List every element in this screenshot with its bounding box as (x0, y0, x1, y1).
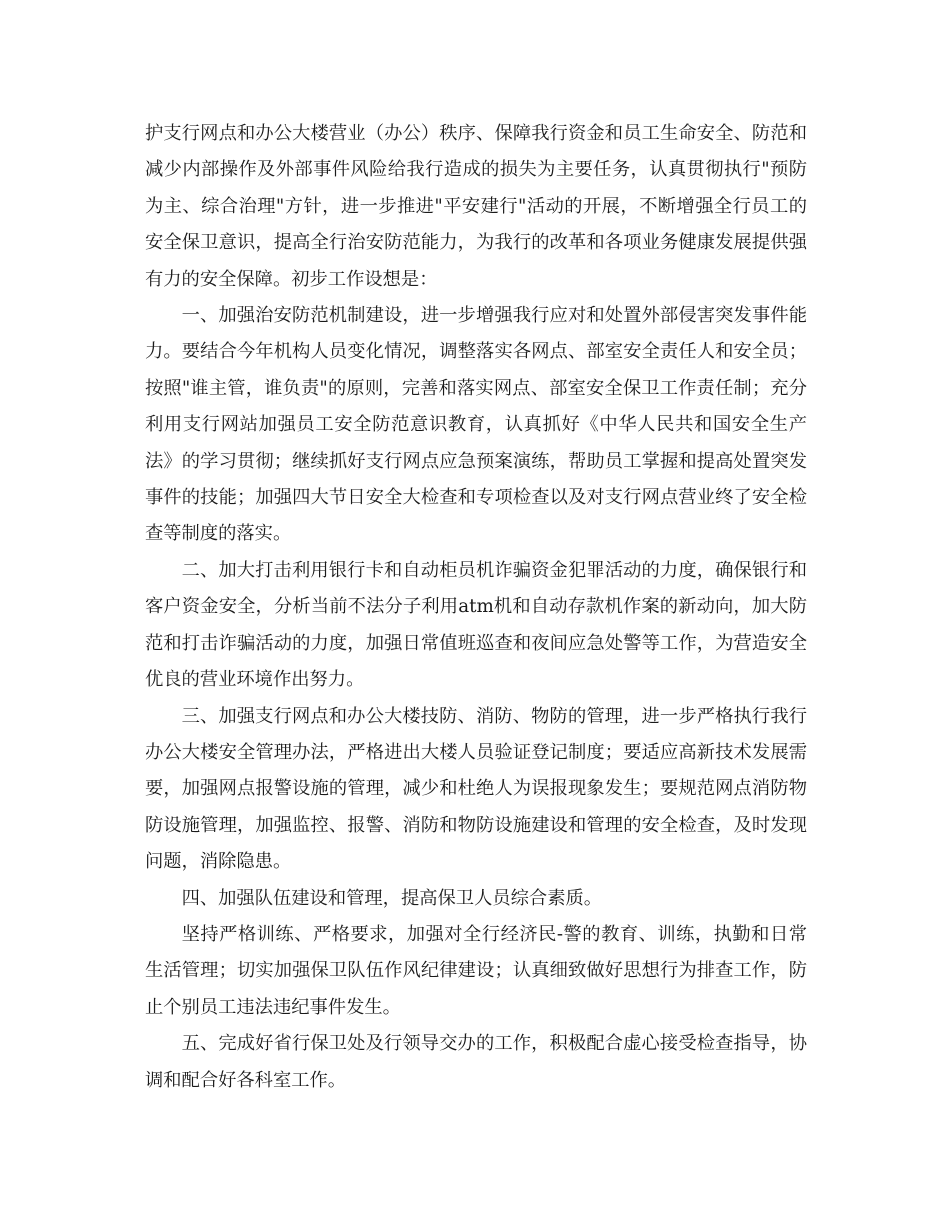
paragraph-item-2: 二、加大打击利用银行卡和自动柜员机诈骗资金犯罪活动的力度，确保银行和客户资金安全，分析当前不法分子利用atm机和自动存款机作案的新动向，加大防范和打击诈骗活动的力度，加强日常值班巡查和夜间应急处警等工作，为营造安全优良的营业环境作出努力。 (145, 559, 807, 691)
paragraph-item-1: 一、加强治安防范机制建设，进一步增强我行应对和处置外部侵害突发事件能力。要结合今年机构人员变化情况，调整落实各网点、部室安全责任人和安全员；按照"谁主管，谁负责"的原则，完善和落实网点、部室安全保卫工作责任制；充分利用支行网站加强员工安全防范意识教育，认真抓好《中华人民共和国安全生产法》的学习贯彻；继续抓好支行网点应急预案演练，帮助员工掌握和提高处置突发事件的技能；加强四大节日安全大检查和专项检查以及对支行网点营业终了安全检查等制度的落实。 (145, 305, 807, 545)
paragraph-item-5: 五、完成好省行保卫处及行领导交办的工作，积极配合虚心接受检查指导，协调和配合好各科室工作。 (145, 1033, 807, 1091)
paragraph-item-4: 四、加强队伍建设和管理，提高保卫人员综合素质。 (181, 887, 603, 909)
document-body (145, 116, 807, 1099)
paragraph-item-4-detail: 坚持严格训练、严格要求，加强对全行经济民-警的教育、训练，执勤和日常生活管理；切实加强保卫队伍作风纪律建设；认真细致做好思想行为排查工作，防止个别员工违法违纪事件发生。 (145, 923, 807, 1018)
paragraph-intro: 护支行网点和办公大楼营业（办公）秩序、保障我行资金和员工生命安全、防范和减少内部操作及外部事件风险给我行造成的损失为主要任务，认真贯彻执行"预防为主、综合治理"方针，进一步推进"平安建行"活动的开展，不断增强全行员工的安全保卫意识，提高全行治安防范能力，为我行的改革和各项业务健康发展提供强有力的安全保障。初步工作设想是： (145, 123, 807, 290)
paragraph-item-3: 三、加强支行网点和办公大楼技防、消防、物防的管理，进一步严格执行我行办公大楼安全管理办法，严格进出大楼人员验证登记制度；要适应高新技术发展需要，加强网点报警设施的管理，减少和杜绝人为误报现象发生；要规范网点消防物防设施管理，加强监控、报警、消防和物防设施建设和管理的安全检查，及时发现问题，消除隐患。 (145, 705, 807, 873)
